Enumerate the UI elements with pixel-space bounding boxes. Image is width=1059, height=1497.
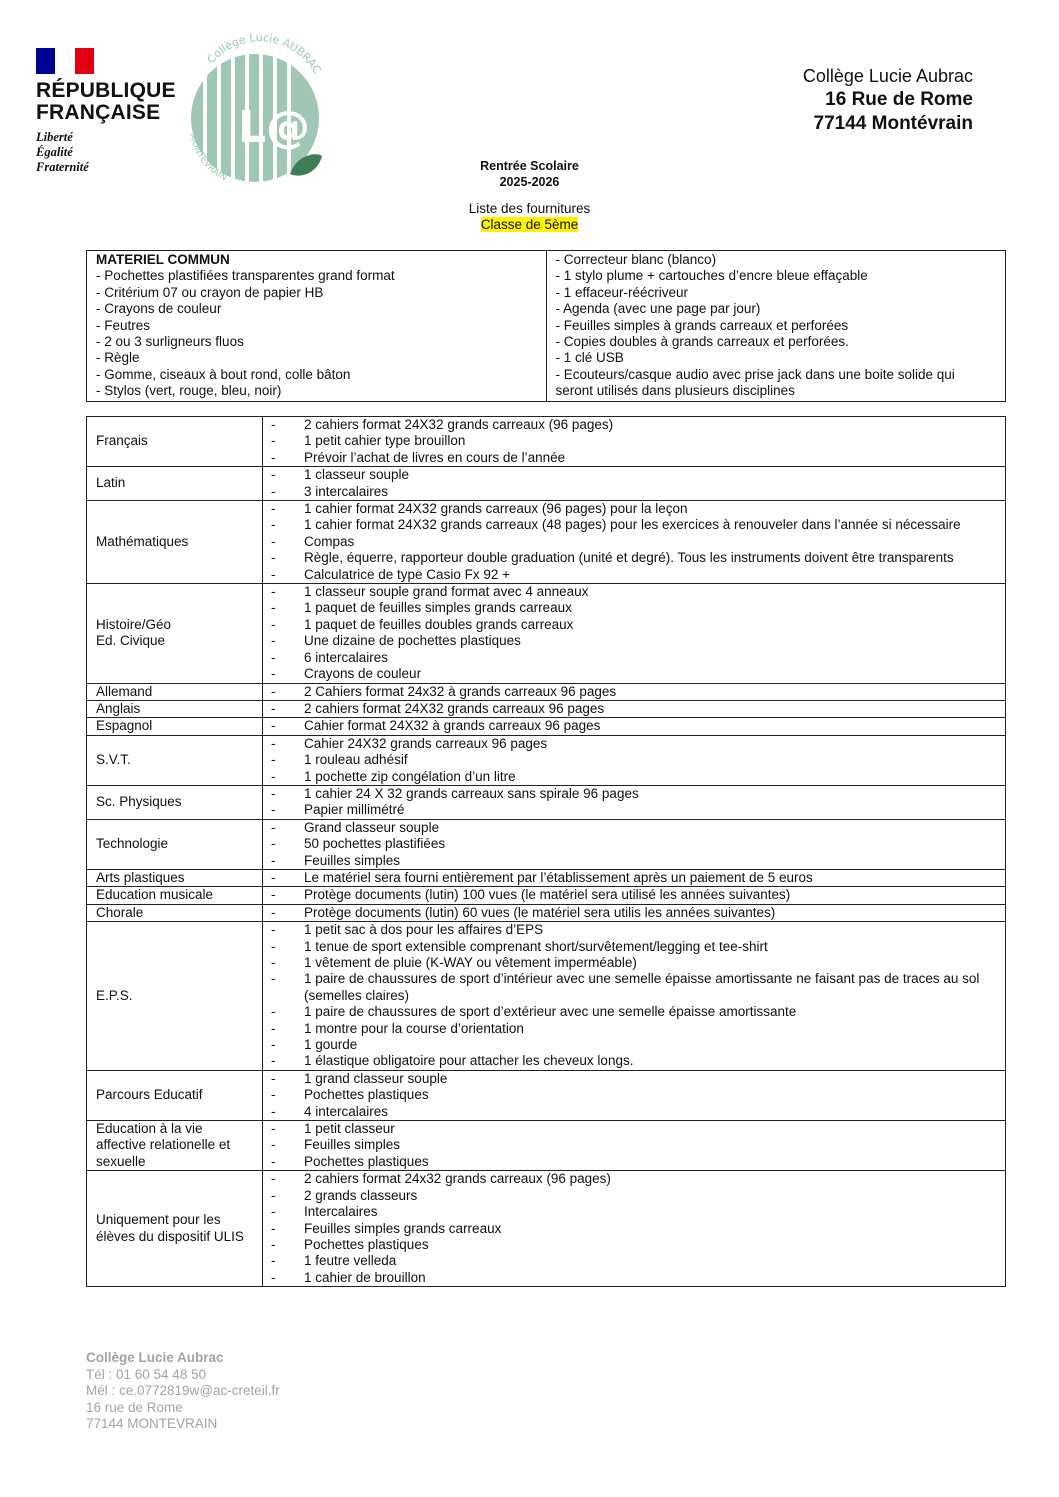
bullet-dash: -	[271, 483, 276, 499]
subject-name	[87, 1171, 263, 1287]
subject-name-line: Mathématiques	[96, 533, 189, 549]
subject-name-line: affective relationelle et	[96, 1137, 231, 1153]
bullet-dash: -	[271, 633, 276, 649]
list-item-text: Papier millimétré	[304, 802, 405, 818]
subject-items	[263, 417, 1006, 467]
subject-items	[263, 683, 1006, 700]
school-city: 77144 Montévrain	[813, 113, 973, 134]
subject-items	[263, 501, 1006, 584]
list-item	[263, 1154, 1005, 1170]
logo-mark: L@	[238, 102, 311, 153]
list-item	[263, 1237, 1005, 1253]
list-item-text: 1 élastique obligatoire pour attacher les cheveux longs.	[304, 1053, 634, 1069]
subject-name	[87, 501, 263, 584]
subject-name	[87, 819, 263, 869]
list-item	[263, 633, 1005, 649]
bullet-dash: -	[271, 1020, 276, 1036]
subject-name-line: Education musicale	[96, 887, 214, 903]
bullet-dash: -	[271, 550, 276, 566]
bullet-dash: -	[271, 449, 276, 465]
list-item	[263, 870, 1005, 886]
subject-name-line: Allemand	[96, 683, 153, 699]
bullet-dash: -	[271, 433, 276, 449]
footer-street: 16 rue de Rome	[86, 1399, 183, 1415]
list-item-text: 6 intercalaires	[304, 649, 389, 665]
list-item	[263, 534, 1005, 550]
subject-name-line: Parcours Educatif	[96, 1087, 203, 1103]
subject-row	[87, 922, 1006, 1071]
subject-row	[87, 735, 1006, 785]
list-item	[263, 1021, 1005, 1037]
bullet-dash: -	[271, 922, 276, 938]
list-item-text: Grand classeur souple	[304, 819, 440, 835]
bullet-dash: -	[271, 971, 276, 987]
list-item	[263, 600, 1005, 616]
bullet-dash: -	[271, 904, 276, 920]
common-item: - Feutres	[96, 317, 151, 333]
subject-name	[87, 922, 263, 1071]
bullet-dash: -	[271, 1153, 276, 1169]
list-item	[263, 1004, 1005, 1020]
subject-name-line: Anglais	[96, 700, 141, 716]
common-material-right	[546, 251, 1006, 402]
list-item	[263, 769, 1005, 785]
title-liste: Liste des fournitures	[468, 201, 591, 216]
list-item	[263, 939, 1005, 955]
school-street: 16 Rue de Rome	[825, 89, 973, 110]
subject-name-line: Sc. Physiques	[96, 794, 182, 810]
bullet-dash: -	[271, 501, 276, 517]
list-item-text: Pochettes plastiques	[304, 1153, 429, 1169]
subject-name-line: Histoire/Géo	[96, 616, 172, 632]
subject-name	[87, 718, 263, 735]
bullet-dash: -	[271, 683, 276, 699]
subject-name-line: Latin	[96, 475, 126, 491]
subject-name	[87, 887, 263, 904]
subject-name	[87, 700, 263, 717]
list-item	[263, 752, 1005, 768]
list-item	[263, 467, 1005, 483]
list-item-text: 1 feutre velleda	[304, 1253, 397, 1269]
list-item	[263, 567, 1005, 583]
bullet-dash: -	[271, 785, 276, 801]
subject-name	[87, 1121, 263, 1171]
subject-name-line: Technologie	[96, 836, 169, 852]
list-item-text: 1 montre pour la course d’orientation	[304, 1020, 524, 1036]
subject-name	[87, 904, 263, 921]
common-item: - Stylos (vert, rouge, bleu, noir)	[96, 383, 282, 399]
subject-row	[87, 887, 1006, 904]
list-item-text: 1 petit classeur	[304, 1121, 395, 1137]
common-item: - Critérium 07 ou crayon de papier HB	[96, 284, 324, 300]
bullet-dash: -	[271, 802, 276, 818]
list-item	[263, 417, 1005, 433]
bullet-dash: -	[271, 718, 276, 734]
list-item-text: 1 petit cahier type brouillon	[304, 433, 466, 449]
footer-contact	[86, 1350, 280, 1433]
subject-name	[87, 584, 263, 683]
list-item	[263, 450, 1005, 466]
subject-row	[87, 417, 1006, 467]
list-item-text: 1 pochette zip congélation d’un litre	[304, 768, 516, 784]
list-item-text: Compas	[304, 533, 355, 549]
rf-title-line2: FRANÇAISE	[36, 101, 161, 124]
list-item-text: Crayons de couleur	[304, 666, 422, 682]
subject-row	[87, 904, 1006, 921]
list-item	[263, 1037, 1005, 1053]
subject-name	[87, 467, 263, 501]
bullet-dash: -	[271, 752, 276, 768]
subject-items	[263, 869, 1006, 886]
subject-name-line: Ed. Civique	[96, 633, 166, 649]
list-item-text: 2 cahiers format 24X32 grands carreaux (96 pages)	[304, 417, 614, 432]
list-item-text: Protège documents (lutin) 100 vues (le matériel sera utilisé les années suivantes)	[304, 887, 791, 903]
list-item-text: Prévoir l’achat de livres en cours de l’année	[304, 449, 566, 465]
subject-name-line: Chorale	[96, 904, 144, 920]
bullet-dash: -	[271, 1269, 276, 1285]
list-item	[263, 955, 1005, 971]
subject-name	[87, 683, 263, 700]
common-item: - Copies doubles à grands carreaux et perforées.	[555, 334, 849, 350]
subject-row	[87, 819, 1006, 869]
list-item	[263, 1221, 1005, 1237]
list-item	[263, 433, 1005, 449]
document-title	[0, 158, 1059, 233]
list-item	[263, 517, 1005, 533]
subject-items	[263, 904, 1006, 921]
list-item-text: 1 cahier 24 X 32 grands carreaux sans spirale 96 pages	[304, 785, 639, 801]
subject-name-line: Uniquement pour les	[96, 1212, 221, 1228]
subject-row	[87, 1121, 1006, 1171]
common-item: - Correcteur blanc (blanco)	[555, 252, 717, 267]
subject-name	[87, 735, 263, 785]
common-item: - 1 clé USB	[555, 350, 624, 366]
common-item: - Feuilles simples à grands carreaux et perforées	[555, 317, 849, 333]
list-item-text: Cahier format 24X32 à grands carreaux 96 pages	[304, 718, 601, 734]
subject-items	[263, 1171, 1006, 1287]
list-item-text: 1 tenue de sport extensible comprenant short/survêtement/legging et tee-shirt	[304, 938, 768, 954]
list-item	[263, 684, 1005, 700]
list-item-text: 1 rouleau adhésif	[304, 752, 408, 768]
list-item	[263, 887, 1005, 903]
subject-items	[263, 584, 1006, 683]
list-item	[263, 550, 1005, 566]
common-item: - 2 ou 3 surligneurs fluos	[96, 334, 244, 350]
bullet-dash: -	[271, 955, 276, 970]
subject-row	[87, 1070, 1006, 1120]
bullet-dash: -	[271, 517, 276, 533]
list-item	[263, 650, 1005, 666]
list-item-text: 2 Cahiers format 24x32 à grands carreaux 96 pages	[304, 683, 617, 699]
bullet-dash: -	[271, 1187, 276, 1203]
list-item-text: 2 cahiers format 24x32 grands carreaux (96 pages)	[304, 1171, 611, 1187]
flag-red-band	[75, 48, 94, 74]
bullet-dash: -	[271, 616, 276, 632]
bullet-dash: -	[271, 1137, 276, 1153]
list-item	[263, 1104, 1005, 1120]
subject-items	[263, 1070, 1006, 1120]
subject-items	[263, 819, 1006, 869]
footer-name: Collège Lucie Aubrac	[86, 1350, 224, 1365]
list-item	[263, 501, 1005, 517]
list-item	[263, 1204, 1005, 1220]
bullet-dash: -	[271, 1204, 276, 1220]
subject-items	[263, 785, 1006, 819]
bullet-dash: -	[271, 1220, 276, 1236]
subject-items	[263, 700, 1006, 717]
flag-blue-band	[36, 48, 55, 74]
list-item-text: 2 cahiers format 24X32 grands carreaux 96 pages	[304, 700, 605, 716]
list-item	[263, 905, 1005, 921]
subject-items	[263, 718, 1006, 735]
list-item	[263, 718, 1005, 734]
list-item-text: Une dizaine de pochettes plastiques	[304, 633, 521, 649]
subject-items	[263, 922, 1006, 1071]
bullet-dash: -	[271, 768, 276, 784]
bullet-dash: -	[271, 1253, 276, 1269]
subject-items	[263, 467, 1006, 501]
list-item-text: 1 paire de chaussures de sport d’intérieur avec une semelle épaisse amortissante ne faisant pas de traces au sol (semelles claires)	[304, 971, 980, 1003]
list-item-text: Règle, équerre, rapporteur double graduation (unité et degré). Tous les instruments doivent être transparents	[304, 550, 954, 566]
list-item-text: 1 classeur souple	[304, 467, 410, 483]
bullet-dash: -	[271, 938, 276, 954]
bullet-dash: -	[271, 869, 276, 885]
subject-name	[87, 785, 263, 819]
list-item-text: Feuilles simples	[304, 1137, 401, 1153]
subject-name-line: Education à la vie	[96, 1121, 203, 1137]
list-item	[263, 484, 1005, 500]
list-item-text: 1 grand classeur souple	[304, 1070, 448, 1086]
subject-row	[87, 718, 1006, 735]
subject-name-line: S.V.T.	[96, 752, 131, 768]
subject-row	[87, 467, 1006, 501]
tricolor-flag-icon	[36, 48, 94, 74]
republique-francaise-logo	[36, 48, 176, 175]
common-item: - Crayons de couleur	[96, 301, 222, 317]
common-item: - Règle	[96, 350, 140, 366]
list-item	[263, 971, 1005, 1004]
list-item	[263, 853, 1005, 869]
flag-white-band	[55, 48, 74, 74]
list-item	[263, 1053, 1005, 1069]
subject-row	[87, 1171, 1006, 1287]
class-label: Classe de 5ème	[480, 217, 579, 232]
list-item-text: 1 classeur souple grand format avec 4 anneaux	[304, 584, 589, 600]
rf-motto-liberte: Liberté	[36, 130, 73, 144]
common-item: - Agenda (avec une page par jour)	[555, 301, 761, 317]
common-material-left	[87, 251, 547, 402]
footer-city: 77144 MONTEVRAIN	[86, 1416, 218, 1431]
subject-row	[87, 501, 1006, 584]
list-item-text: Intercalaires	[304, 1204, 378, 1220]
common-item: - 1 effaceur-réécriveur	[555, 284, 689, 300]
footer-tel: Tél : 01 60 54 48 50	[86, 1366, 207, 1382]
common-material-heading: MATERIEL COMMUN	[96, 252, 230, 267]
list-item-text: 1 cahier format 24X32 grands carreaux (48 pages) pour les exercices à renouveler dans l’année si nécessaire	[304, 517, 961, 533]
list-item-text: 1 paquet de feuilles doubles grands carreaux	[304, 616, 574, 632]
bullet-dash: -	[271, 566, 276, 582]
list-item-text: Pochettes plastiques	[304, 1236, 429, 1252]
bullet-dash: -	[271, 533, 276, 549]
bullet-dash: -	[271, 417, 276, 432]
subject-name-line: Espagnol	[96, 718, 153, 734]
bullet-dash: -	[271, 1171, 276, 1187]
bullet-dash: -	[271, 1004, 276, 1020]
list-item-text: 1 paire de chaussures de sport d’extérieur avec une semelle épaisse amortissante	[304, 1004, 797, 1020]
list-item-text: 4 intercalaires	[304, 1103, 389, 1119]
bullet-dash: -	[271, 1087, 276, 1103]
bullet-dash: -	[271, 887, 276, 903]
subject-row	[87, 683, 1006, 700]
subject-row	[87, 869, 1006, 886]
list-item-text: Cahier 24X32 grands carreaux 96 pages	[304, 735, 548, 751]
list-item	[263, 802, 1005, 818]
subject-row	[87, 584, 1006, 683]
rf-motto-fraternite: Fraternité	[36, 160, 89, 174]
rf-motto-egalite: Égalité	[36, 145, 73, 159]
bullet-dash: -	[271, 700, 276, 716]
logo-bottom-text-path: MONTÉVRAIN	[186, 132, 229, 184]
title-rentree: Rentrée Scolaire	[480, 159, 579, 173]
bullet-dash: -	[271, 1070, 276, 1086]
subject-name	[87, 1070, 263, 1120]
bullet-dash: -	[271, 1236, 276, 1252]
list-item	[263, 1121, 1005, 1137]
bullet-dash: -	[271, 584, 276, 600]
list-item	[263, 1171, 1005, 1187]
subject-name-line: Arts plastiques	[96, 869, 185, 885]
bullet-dash: -	[271, 852, 276, 868]
bullet-dash: -	[271, 600, 276, 616]
bullet-dash: -	[271, 735, 276, 751]
list-item	[263, 1253, 1005, 1269]
bullet-dash: -	[271, 1053, 276, 1069]
bullet-dash: -	[271, 649, 276, 665]
list-item	[263, 1188, 1005, 1204]
bullet-dash: -	[271, 467, 276, 483]
subject-row	[87, 700, 1006, 717]
common-material-table	[86, 250, 1006, 402]
list-item	[263, 1137, 1005, 1153]
list-item-text: Feuilles simples grands carreaux	[304, 1220, 502, 1236]
list-item-text: 1 vêtement de pluie (K-WAY ou vêtement imperméable)	[304, 955, 637, 970]
footer-mail: Mél : ce.0772819w@ac-creteil.fr	[86, 1383, 280, 1398]
common-item: - Pochettes plastifiées transparentes grand format	[96, 268, 395, 284]
subject-items	[263, 1121, 1006, 1171]
list-item	[263, 836, 1005, 852]
common-item: - 1 stylo plume + cartouches d’encre bleue effaçable	[555, 268, 868, 284]
list-item-text: Pochettes plastiques	[304, 1087, 429, 1103]
list-item	[263, 820, 1005, 836]
subject-name-line: Français	[96, 433, 148, 449]
bullet-dash: -	[271, 819, 276, 835]
list-item	[263, 1270, 1005, 1286]
subject-row	[87, 785, 1006, 819]
bullet-dash: -	[271, 836, 276, 852]
list-item-text: 2 grands classeurs	[304, 1187, 418, 1203]
subject-name	[87, 869, 263, 886]
list-item	[263, 736, 1005, 752]
rf-title	[36, 80, 176, 124]
list-item-text: 1 cahier format 24X32 grands carreaux (96 pages) pour la leçon	[304, 501, 688, 517]
list-item	[263, 786, 1005, 802]
subject-items	[263, 887, 1006, 904]
list-item-text: 1 gourde	[304, 1037, 358, 1053]
subject-name-line: sexuelle	[96, 1153, 146, 1169]
list-item-text: Feuilles simples	[304, 852, 401, 868]
list-item	[263, 666, 1005, 682]
school-address-header	[803, 64, 973, 136]
subjects-table	[86, 416, 1006, 1287]
list-item	[263, 617, 1005, 633]
list-item-text: Le matériel sera fourni entièrement par l’établissement après un paiement de 5 euros	[304, 869, 813, 885]
list-item-text: 1 cahier de brouillon	[304, 1269, 426, 1285]
bullet-dash: -	[271, 1121, 276, 1137]
subject-name-line: E.P.S.	[96, 987, 133, 1003]
rf-title-line1: RÉPUBLIQUE	[36, 79, 176, 102]
list-item	[263, 584, 1005, 600]
list-item-text: Calculatrice de type Casio Fx 92 +	[304, 566, 510, 582]
list-item-text: 1 petit sac à dos pour les affaires d’EPS	[304, 922, 544, 938]
subject-name	[87, 417, 263, 467]
list-item-text: 1 paquet de feuilles simples grands carreaux	[304, 600, 572, 616]
list-item	[263, 701, 1005, 717]
bullet-dash: -	[271, 1103, 276, 1119]
list-item	[263, 1087, 1005, 1103]
logo-arc-text-path: Collège Lucie AUBRAC	[204, 34, 324, 76]
common-item: - Ecouteurs/casque audio avec prise jack dans une boite solide qui seront utilisés dans plusieurs disciplines	[555, 366, 955, 399]
bullet-dash: -	[271, 1037, 276, 1053]
list-item-text: 50 pochettes plastifiées	[304, 836, 446, 852]
list-item-text: 3 intercalaires	[304, 483, 389, 499]
subject-items	[263, 735, 1006, 785]
subject-name-line: élèves du dispositif ULIS	[96, 1228, 244, 1244]
title-year: 2025-2026	[499, 175, 560, 189]
bullet-dash: -	[271, 666, 276, 682]
school-name: Collège Lucie Aubrac	[802, 66, 973, 86]
list-item	[263, 1071, 1005, 1087]
list-item	[263, 922, 1005, 938]
list-item-text: Protège documents (lutin) 60 vues (le matériel sera utilis les années suivantes)	[304, 904, 776, 920]
common-item: - Gomme, ciseaux à bout rond, colle bâton	[96, 366, 351, 382]
